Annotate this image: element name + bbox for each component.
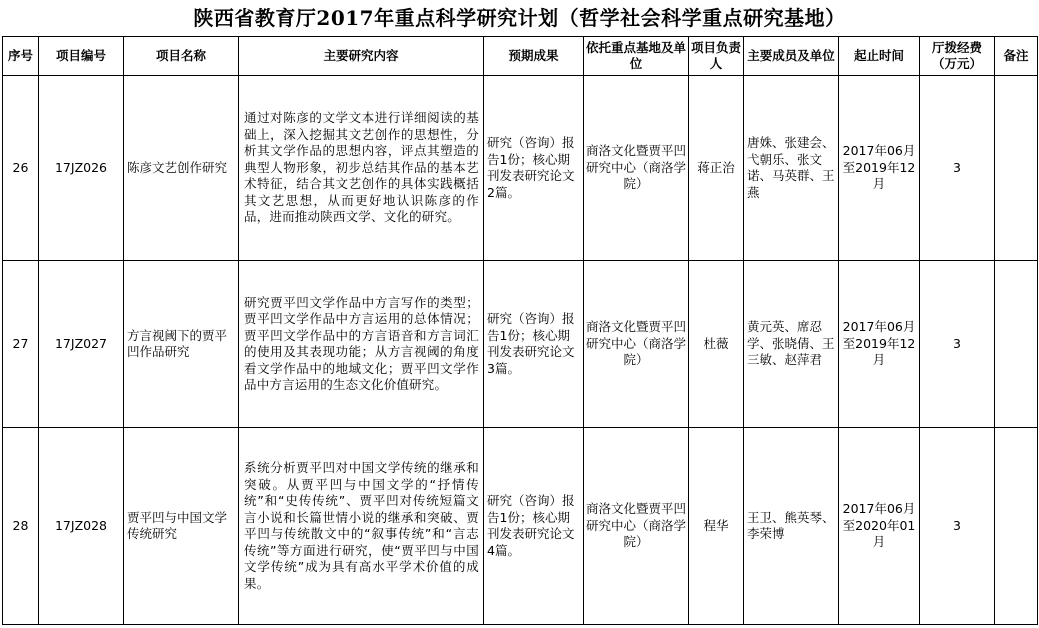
- header-name: 项目名称: [124, 37, 239, 76]
- row-outcome: 研究（咨询）报告1份；核心期刊发表研究论文4篇。: [484, 428, 584, 625]
- row-content: 研究贾平凹文学作品中方言写作的类型；贾平凹文学作品中方言运用的总体情况；贾平凹文学作品中的方言语音和方言词汇的使用及其表现功能；从方言视阈的角度看文学作品中的地域文化；贾平凹文学作品中方言运用的生态文化价值研究。: [239, 261, 484, 428]
- row-content: 系统分析贾平凹对中国文学传统的继承和突破。从贾平凹与中国文学的“抒情传统”和“史传传统”、贾平凹对传统短篇文言小说和长篇世情小说的继承和突破、贾平凹与传统散文中的“叙事传统”和“言志传统”等方面进行研究，使“贾平凹与中国文学传统”成为具有高水平学术价值的成果。: [239, 428, 484, 625]
- header-members: 主要成员及单位: [744, 37, 839, 76]
- row-note: [995, 76, 1038, 261]
- row-outcome: 研究（咨询）报告1份；核心期刊发表研究论文2篇。: [484, 76, 584, 261]
- row-code: 17JZ027: [39, 261, 124, 428]
- row-code: 17JZ028: [39, 428, 124, 625]
- row-seq: 26: [3, 76, 39, 261]
- row-outcome: 研究（咨询）报告1份；核心期刊发表研究论文3篇。: [484, 261, 584, 428]
- row-base: 商洛文化暨贾平凹研究中心（商洛学院）: [584, 76, 689, 261]
- header-period: 起止时间: [839, 37, 920, 76]
- row-leader: 程华: [689, 428, 744, 625]
- header-outcome: 预期成果: [484, 37, 584, 76]
- row-period: 2017年06月至2020年01月: [839, 428, 920, 625]
- row-base: 商洛文化暨贾平凹研究中心（商洛学院）: [584, 428, 689, 625]
- row-code: 17JZ026: [39, 76, 124, 261]
- row-name: 方言视阈下的贾平凹作品研究: [124, 261, 239, 428]
- row-members: 黄元英、席忍学、张晓倩、王三敏、赵萍君: [744, 261, 839, 428]
- row-note: [995, 428, 1038, 625]
- header-content: 主要研究内容: [239, 37, 484, 76]
- row-base: 商洛文化暨贾平凹研究中心（商洛学院）: [584, 261, 689, 428]
- row-leader: 蒋正治: [689, 76, 744, 261]
- table-row: [3, 261, 1038, 428]
- row-funding: 3: [920, 428, 995, 625]
- row-name: 贾平凹与中国文学传统研究: [124, 428, 239, 625]
- row-funding: 3: [920, 261, 995, 428]
- project-table: [2, 36, 1038, 625]
- row-name: 陈彦文艺创作研究: [124, 76, 239, 261]
- row-seq: 28: [3, 428, 39, 625]
- row-content: 通过对陈彦的文学文本进行详细阅读的基础上，深入挖掘其文艺创作的思想性，分析其文学作品的思想内容，评点其塑造的典型人物形象，初步总结其作品的基本艺术特征，结合其文艺创作的具体实践概括其文艺思想，从而更好地认识陈彦的作品，进而推动陕西文学、文化的研究。: [239, 76, 484, 261]
- table-header-row: [3, 37, 1038, 76]
- row-members: 王卫、熊英琴、李荣博: [744, 428, 839, 625]
- header-code: 项目编号: [39, 37, 124, 76]
- header-base: 依托重点基地及单位: [584, 37, 689, 76]
- row-note: [995, 261, 1038, 428]
- header-note: 备注: [995, 37, 1038, 76]
- row-funding: 3: [920, 76, 995, 261]
- header-funding: 厅拨经费（万元）: [920, 37, 995, 76]
- header-seq: 序号: [3, 37, 39, 76]
- row-leader: 杜薇: [689, 261, 744, 428]
- table-row: [3, 76, 1038, 261]
- row-period: 2017年06月至2019年12月: [839, 76, 920, 261]
- row-seq: 27: [3, 261, 39, 428]
- row-period: 2017年06月至2019年12月: [839, 261, 920, 428]
- table-row: [3, 428, 1038, 625]
- row-members: 唐姝、张建会、弋朝乐、张文诺、马英群、王燕: [744, 76, 839, 261]
- header-leader: 项目负责人: [689, 37, 744, 76]
- page-title: 陕西省教育厅2017年重点科学研究计划（哲学社会科学重点研究基地）: [193, 6, 846, 30]
